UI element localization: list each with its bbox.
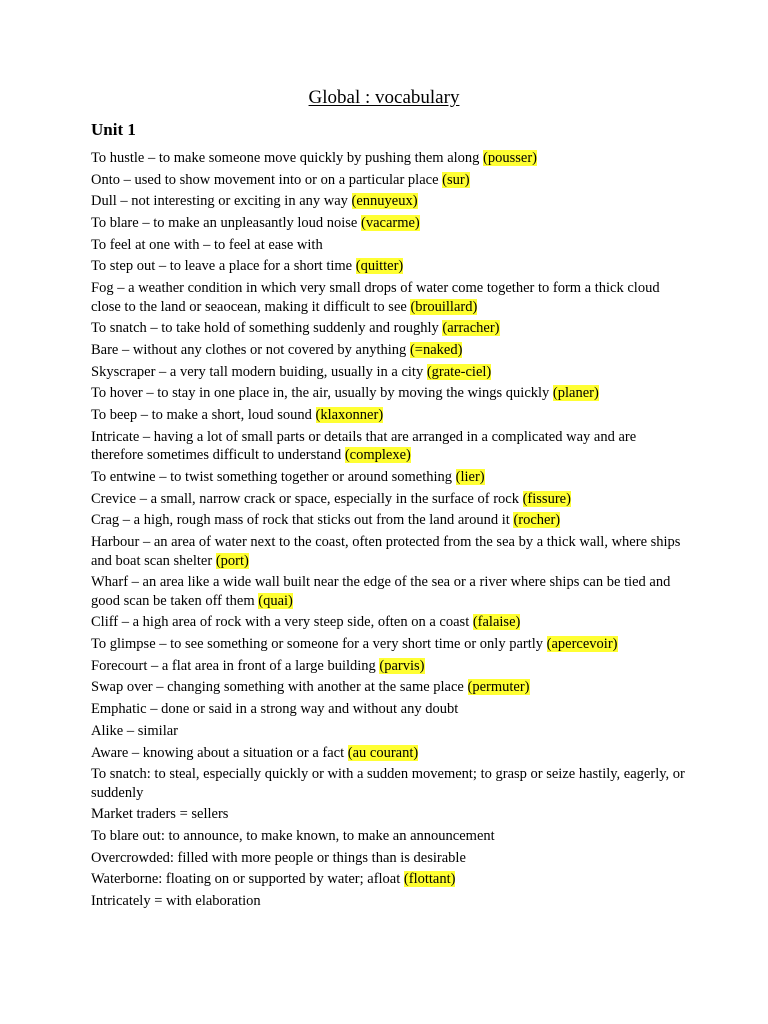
- entry-translation-highlight: (fissure): [522, 490, 571, 507]
- entry-translation-highlight: (grate-ciel): [426, 363, 492, 380]
- vocabulary-entry: [91, 257, 691, 276]
- entry-translation-highlight: (pousser): [483, 150, 538, 166]
- entry-definition: To blare out: to announce, to make known, to make an announcement: [91, 828, 495, 845]
- entry-translation-highlight: (brouillard): [410, 298, 478, 315]
- entry-translation-highlight: (=naked): [409, 342, 463, 358]
- entry-definition: To hover – to stay in one place in, the air, usually by moving the wings quickly: [91, 385, 553, 402]
- vocabulary-entry: [91, 214, 691, 233]
- entry-translation-highlight: (klaxonner): [315, 407, 384, 424]
- vocabulary-entry: [91, 428, 691, 465]
- entry-definition: To hustle – to make someone move quickly by pushing them along: [91, 150, 484, 166]
- entry-translation-highlight: (port): [215, 552, 249, 569]
- vocabulary-entry: [91, 149, 691, 168]
- entry-definition: Wharf – an area like a wide wall built near the edge of the sea or a river where ships can be tied and good scan be taken off them: [91, 574, 671, 609]
- section-heading: Unit 1: [91, 120, 136, 139]
- entry-translation-highlight: (flottant): [403, 871, 456, 888]
- entry-definition: Aware – knowing about a situation or a fact: [91, 744, 348, 761]
- entry-definition: Fog – a weather condition in which very small drops of water come together to form a thick cloud close to the land or seaocean, making it difficult to see: [91, 280, 660, 315]
- vocabulary-entry: [91, 363, 691, 382]
- vocabulary-entry: [91, 468, 691, 487]
- entry-definition: Intricate – having a lot of small parts or details that are arranged in a complicated way and are therefore sometimes difficult to understand: [91, 428, 637, 464]
- entry-translation-highlight: (falaise): [472, 614, 521, 631]
- vocabulary-entry: [91, 319, 691, 338]
- vocabulary-entry: [91, 722, 691, 741]
- entry-definition: Harbour – an area of water next to the coast, often protected from the sea by a thick wall, where ships and boat scan shelter: [91, 534, 681, 569]
- vocabulary-list: [91, 149, 691, 914]
- vocabulary-entry: [91, 827, 691, 846]
- entry-translation-highlight: (permuter): [467, 679, 530, 696]
- vocabulary-entry: [91, 657, 691, 676]
- entry-definition: To glimpse – to see something or someone for a very short time or only partly: [91, 636, 547, 653]
- page-title: Global : vocabulary: [308, 87, 460, 108]
- entry-definition: Forecourt – a flat area in front of a large building: [91, 657, 380, 674]
- vocabulary-entry: [91, 805, 691, 824]
- entry-definition: Dull – not interesting or exciting in any way: [91, 193, 352, 210]
- entry-definition: To snatch: to steal, especially quickly or with a sudden movement; to grasp or seize hastily, eagerly, or suddenly: [91, 766, 685, 801]
- entry-translation-highlight: (rocher): [513, 512, 561, 529]
- vocabulary-entry: [91, 678, 691, 697]
- entry-definition: To blare – to make an unpleasantly loud noise: [91, 215, 361, 232]
- vocabulary-entry: [91, 171, 691, 190]
- vocabulary-entry: [91, 192, 691, 211]
- vocabulary-entry: [91, 533, 691, 570]
- entry-definition: To feel at one with – to feel at ease with: [91, 236, 323, 253]
- entry-translation-highlight: (quitter): [355, 258, 404, 275]
- vocabulary-entry: [91, 635, 691, 654]
- entry-definition: Alike – similar: [91, 722, 178, 739]
- vocabulary-entry: [91, 511, 691, 530]
- vocabulary-entry: [91, 765, 691, 802]
- vocabulary-entry: [91, 573, 691, 610]
- entry-translation-highlight: (planer): [552, 385, 599, 402]
- vocabulary-entry: [91, 490, 691, 509]
- entry-translation-highlight: (sur): [442, 171, 470, 188]
- vocabulary-entry: [91, 236, 691, 255]
- entry-definition: Emphatic – done or said in a strong way and without any doubt: [91, 701, 459, 718]
- entry-translation-highlight: (quai): [258, 592, 293, 609]
- vocabulary-entry: [91, 384, 691, 403]
- entry-definition: To step out – to leave a place for a short time: [91, 258, 356, 275]
- entry-translation-highlight: (arracher): [442, 320, 500, 337]
- vocabulary-entry: [91, 613, 691, 632]
- entry-definition: Intricately = with elaboration: [91, 893, 261, 910]
- entry-definition: Swap over – changing something with another at the same place: [91, 679, 468, 696]
- entry-definition: To beep – to make a short, loud sound: [91, 407, 316, 424]
- entry-definition: Cliff – a high area of rock with a very steep side, often on a coast: [91, 614, 473, 631]
- entry-translation-highlight: (lier): [455, 468, 485, 485]
- entry-translation-highlight: (vacarme): [361, 215, 420, 232]
- vocabulary-entry: [91, 892, 691, 911]
- entry-definition: To entwine – to twist something together or around something: [91, 468, 456, 485]
- entry-translation-highlight: (complexe): [344, 447, 411, 464]
- entry-definition: Waterborne: floating on or supported by water; afloat: [91, 871, 404, 888]
- vocabulary-entry: [91, 279, 691, 316]
- entry-definition: Market traders = sellers: [91, 806, 229, 823]
- entry-definition: Onto – used to show movement into or on a particular place: [91, 171, 443, 188]
- entry-translation-highlight: (apercevoir): [546, 636, 618, 653]
- entry-translation-highlight: (au courant): [347, 744, 419, 761]
- entry-definition: Overcrowded: filled with more people or things than is desirable: [91, 849, 466, 866]
- entry-translation-highlight: (ennuyeux): [351, 193, 418, 210]
- entry-translation-highlight: (parvis): [379, 657, 425, 674]
- entry-definition: Crevice – a small, narrow crack or space, especially in the surface of rock: [91, 490, 523, 507]
- vocabulary-entry: [91, 870, 691, 889]
- vocabulary-entry: [91, 744, 691, 763]
- entry-definition: Bare – without any clothes or not covered by anything: [91, 342, 410, 358]
- vocabulary-entry: [91, 700, 691, 719]
- entry-definition: Crag – a high, rough mass of rock that sticks out from the land around it: [91, 512, 514, 529]
- vocabulary-entry: [91, 849, 691, 868]
- entry-definition: Skyscraper – a very tall modern buiding, usually in a city: [91, 363, 427, 380]
- vocabulary-entry: [91, 406, 691, 425]
- entry-definition: To snatch – to take hold of something suddenly and roughly: [91, 320, 443, 337]
- vocabulary-entry: [91, 341, 691, 360]
